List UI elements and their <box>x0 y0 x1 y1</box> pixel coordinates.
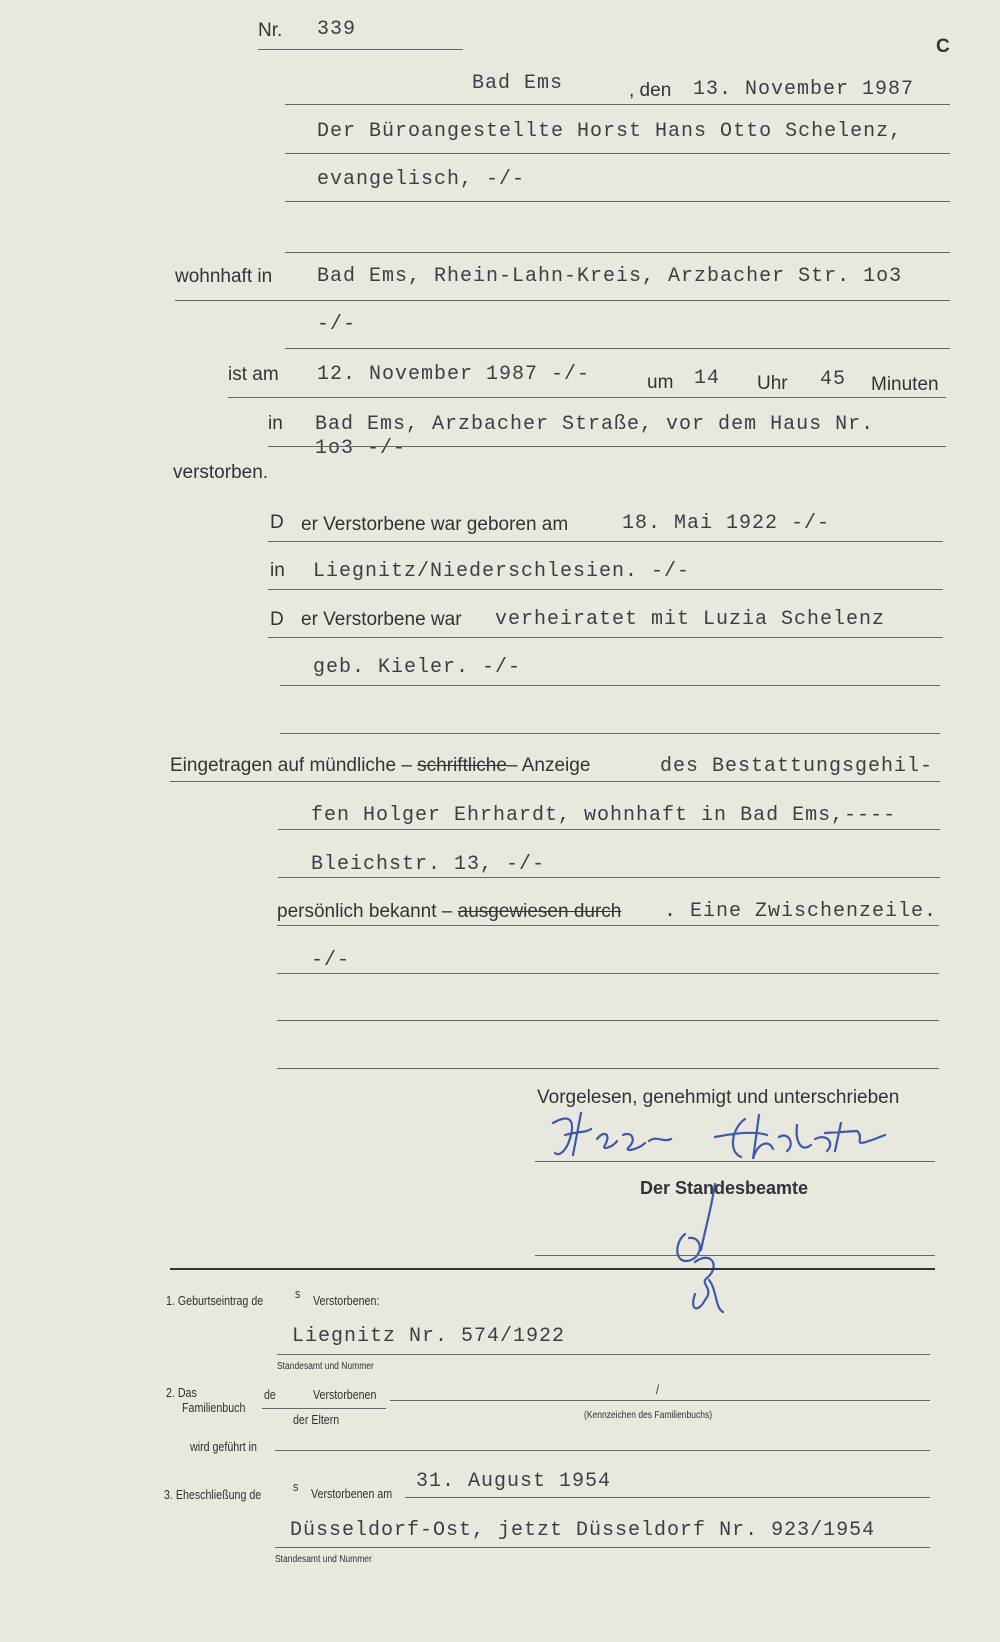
birth-entry-underline <box>277 1354 930 1355</box>
spouse-underline <box>280 685 940 686</box>
family-book-label-b: Familienbuch <box>182 1400 246 1415</box>
marriage-entry-place: Düsseldorf-Ost, jetzt Düsseldorf Nr. 923/1954 <box>290 1519 876 1542</box>
date-underline <box>285 104 950 105</box>
read-approved-label: Vorgelesen, genehmigt und unterschrieben <box>537 1087 900 1108</box>
record-date: 13. November 1987 <box>693 78 915 101</box>
um-label: um <box>647 372 674 393</box>
birth-place-underline <box>268 589 943 590</box>
informant-signature-line <box>535 1161 935 1162</box>
registrar-signature-line <box>535 1255 935 1256</box>
minuten-label: Minuten <box>871 374 939 395</box>
informant-underline3 <box>278 877 940 878</box>
known-label <box>277 901 621 923</box>
nr-underline <box>258 49 463 50</box>
den-label: , den <box>629 80 672 101</box>
marriage-underline <box>268 637 943 638</box>
blank-underline-2 <box>280 733 940 734</box>
marriage-entry-label: 3. Eheschließung de <box>164 1487 262 1502</box>
marriage-entry-sublabel: Standesamt und Nummer <box>275 1554 372 1565</box>
residence-cont-underline <box>285 348 950 349</box>
death-place-line2: 1o3 -/- <box>315 437 407 460</box>
death-minutes: 45 <box>820 368 847 391</box>
family-book-de: de <box>264 1387 276 1402</box>
registrar-label: Der Standesbeamte <box>640 1178 809 1198</box>
footer-divider <box>170 1268 935 1270</box>
birth-d-letter: D <box>270 512 284 533</box>
death-time-underline <box>228 397 946 398</box>
death-date: 12. November 1987 -/- <box>317 363 591 386</box>
informant-line1: des Bestattungsgehil- <box>660 755 934 778</box>
blank-underline-3 <box>277 1020 939 1021</box>
blank-underline-4 <box>277 1068 939 1069</box>
family-book-label-a: 2. Das <box>166 1385 197 1400</box>
spouse-maiden-name: geb. Kieler. -/- <box>313 656 522 679</box>
marriage-label: er Verstorbene war <box>301 609 462 630</box>
birth-place: Liegnitz/Niederschlesien. -/- <box>313 560 691 583</box>
nr-label: Nr. <box>258 20 283 41</box>
marriage-entry-place-underline <box>275 1547 930 1548</box>
registration-closing: -/- <box>311 949 351 972</box>
closing-underline <box>277 973 939 974</box>
place-of-record: Bad Ems <box>472 72 564 95</box>
family-book-option-parents: der Eltern <box>293 1412 340 1427</box>
informant-line2: fen Holger Ehrhardt, wohnhaft in Bad Ems,---- <box>311 804 897 827</box>
death-place-underline <box>268 446 946 447</box>
birth-place-label: in <box>270 560 285 581</box>
family-book-slash: / <box>656 1382 659 1397</box>
marriage-entry-s: s <box>293 1479 299 1494</box>
informant-underline2 <box>278 829 940 830</box>
blank-underline <box>285 252 950 253</box>
registrar-signature-icon <box>665 1180 755 1320</box>
birth-entry-label: 1. Geburtseintrag de <box>166 1293 264 1308</box>
known-struck-option: ausgewiesen durch <box>457 901 622 922</box>
name-underline <box>285 153 950 154</box>
family-book-kept-underline <box>275 1450 930 1451</box>
birth-entry-s: s <box>295 1286 301 1301</box>
corner-letter: C <box>936 36 950 57</box>
registration-underline <box>170 781 940 782</box>
known-label-start: persönlich bekannt – <box>277 901 453 922</box>
religion-line: evangelisch, -/- <box>317 168 526 191</box>
religion-underline <box>285 201 950 202</box>
residence-label: wohnhaft in <box>175 266 273 287</box>
death-date-label: ist am <box>228 364 279 385</box>
marriage-status: verheiratet mit Luzia Schelenz <box>495 608 886 631</box>
registration-label-end: – Anzeige <box>506 755 591 776</box>
registration-struck-option: schriftliche <box>417 755 507 776</box>
birth-entry-label-end: Verstorbenen: <box>313 1293 380 1308</box>
registration-label-start: Eingetragen auf mündliche – <box>170 755 412 776</box>
informant-line3: Bleichstr. 13, -/- <box>311 853 546 876</box>
informant-signature-icon <box>545 1105 905 1175</box>
record-number: 339 <box>317 18 357 41</box>
birth-label: er Verstorbene war geboren am <box>301 514 569 535</box>
verstorben-label: verstorben. <box>173 462 269 483</box>
marriage-d-letter: D <box>270 609 284 630</box>
registration-label <box>170 755 590 777</box>
deceased-name-line: Der Büroangestellte Horst Hans Otto Schelenz, <box>317 120 903 143</box>
residence-value: Bad Ems, Rhein-Lahn-Kreis, Arzbacher Str. 1o3 <box>317 265 903 288</box>
family-book-underline <box>390 1400 930 1401</box>
family-book-kept-label: wird geführt in <box>190 1439 257 1454</box>
family-book-option-deceased: Verstorbenen <box>313 1387 377 1402</box>
death-place-label: in <box>268 413 283 434</box>
known-underline <box>277 925 939 926</box>
birth-entry-sublabel: Standesamt und Nummer <box>277 1361 374 1372</box>
residence-continuation: -/- <box>317 313 357 336</box>
death-hour: 14 <box>694 367 721 390</box>
marriage-entry-underline <box>405 1497 930 1498</box>
birth-date: 18. Mai 1922 -/- <box>622 512 831 535</box>
marriage-entry-label-end: Verstorbenen am <box>311 1486 393 1501</box>
residence-underline <box>175 300 950 301</box>
birth-entry-value: Liegnitz Nr. 574/1922 <box>292 1325 566 1348</box>
death-place-line1: Bad Ems, Arzbacher Straße, vor dem Haus Nr. <box>315 413 875 436</box>
birth-underline <box>268 541 943 542</box>
interline-note: . Eine Zwischenzeile. <box>664 900 938 923</box>
family-book-sublabel: (Kennzeichen des Familienbuchs) <box>584 1410 713 1421</box>
marriage-entry-date: 31. August 1954 <box>416 1470 612 1493</box>
uhr-label: Uhr <box>757 373 788 394</box>
family-book-bracket-line <box>262 1408 386 1409</box>
